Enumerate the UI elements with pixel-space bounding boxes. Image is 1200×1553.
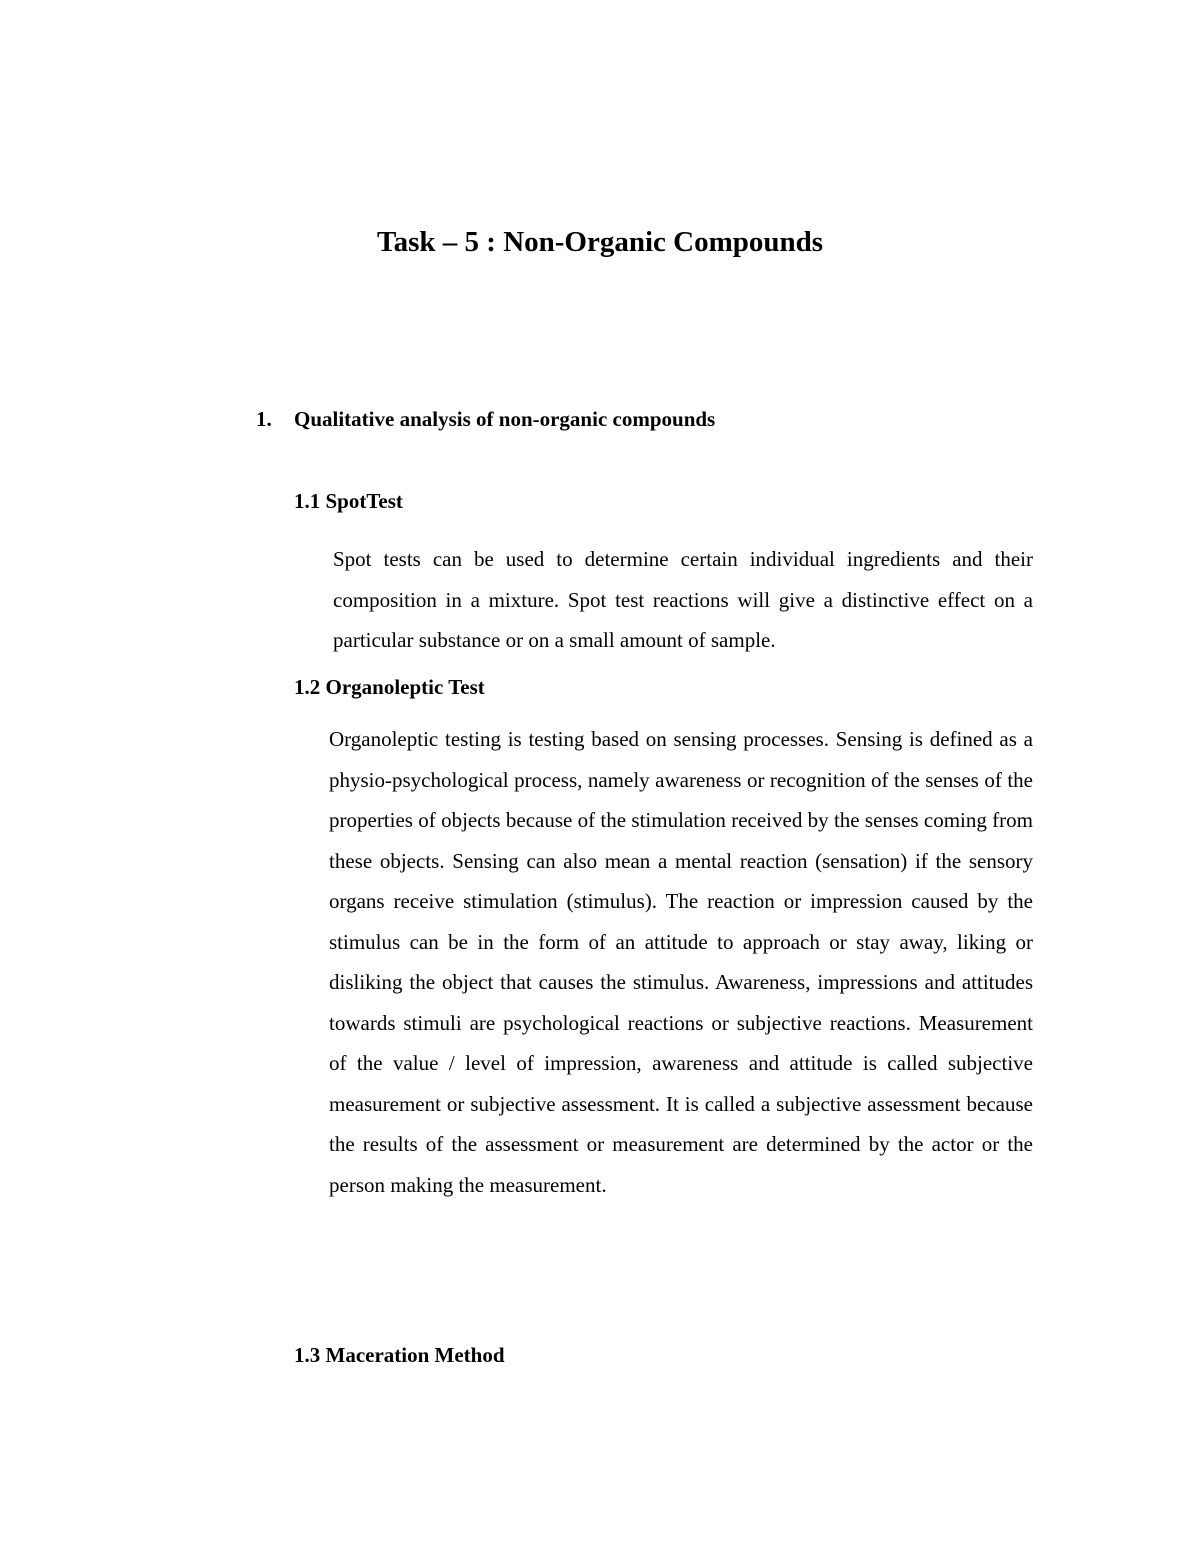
subsection-heading-organoleptic-test: 1.2 Organoleptic Test bbox=[294, 675, 485, 699]
section-number: 1. bbox=[256, 407, 272, 431]
subsection-heading-maceration-method: 1.3 Maceration Method bbox=[294, 1343, 505, 1367]
paragraph-spot-test: Spot tests can be used to determine certain individual ingredients and their composition in a mixture. Spot test reactions will give a distinctive effect on a particular substance or on a small amount of sample. bbox=[333, 547, 1033, 652]
section-heading bbox=[256, 404, 715, 434]
subsection-heading-spot-test: 1.1 SpotTest bbox=[294, 489, 403, 513]
page-title: Task – 5 : Non-Organic Compounds bbox=[376, 226, 824, 258]
section-heading-text: Qualitative analysis of non-organic compounds bbox=[294, 407, 716, 431]
paragraph-organoleptic-test: Organoleptic testing is testing based on sensing processes. Sensing is defined as a physio-psychological process, namely awareness or recognition of the senses of the properties of objects because of the stimulation received by the senses coming from these objects. Sensing can also mean a mental reaction (sensation) if the sensory organs receive stimulation (stimulus). The reaction or impression caused by the stimulus can be in the form of an attitude to approach or stay away, liking or disliking the object that causes the stimulus. Awareness, impressions and attitudes towards stimuli are psychological reactions or subjective reactions. Measurement of the value / level of impression, awareness and attitude is called subjective measurement or subjective assessment. It is called a subjective assessment because the results of the assessment or measurement are determined by the actor or the person making the measurement. bbox=[329, 727, 1033, 1197]
